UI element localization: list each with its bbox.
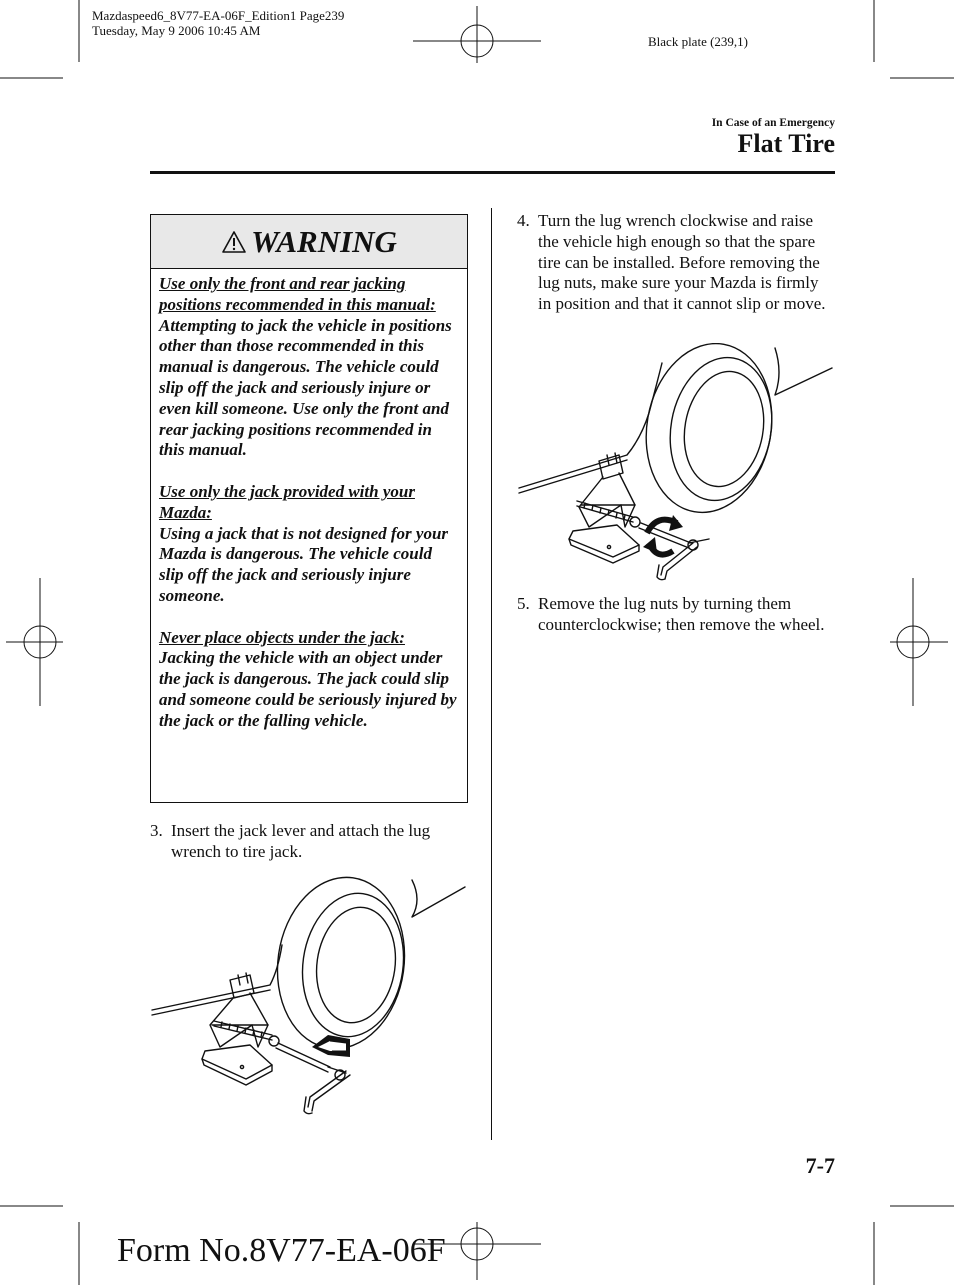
step-3 — [150, 821, 470, 863]
registration-mark-right — [890, 578, 948, 706]
print-header — [92, 8, 344, 38]
warning-block — [159, 274, 459, 461]
warning-title: WARNING — [251, 223, 397, 259]
page-title: Flat Tire — [737, 129, 835, 158]
warning-text: Attempting to jack the vehicle in positions other than those recommended in this manual is dangerous. The vehicle could slip off the jack and seriously injure or even kill someone. Use only the front and rear jacking positions recommended in this manual. — [159, 315, 452, 460]
warning-block — [159, 482, 459, 607]
step-4 — [517, 211, 835, 315]
step-text: Insert the jack lever and attach the lug wrench to tire jack. — [171, 821, 431, 861]
column-divider — [491, 208, 492, 1140]
raise-vehicle-illustration — [517, 343, 835, 583]
registration-mark-top — [413, 6, 541, 63]
step-text: Turn the lug wrench clockwise and raise the vehicle high enough so that the spare tire can be installed. Before removing the lug nuts, make sure your Mazda is firmly in position and that it cannot slip or move. — [538, 211, 826, 314]
page-number: 7-7 — [805, 1153, 835, 1178]
step-5 — [517, 594, 835, 636]
step-number: 5. — [517, 594, 530, 613]
warning-text: Jacking the vehicle with an object under the jack is dangerous. The jack could slip and someone could be seriously injured by the jack or the falling vehicle. — [159, 648, 457, 730]
warning-body — [151, 269, 467, 732]
section-label: In Case of an Emergency — [711, 117, 835, 129]
warning-heading: Use only the front and rear jacking positions recommended in this manual: — [159, 274, 436, 314]
title-rule — [150, 171, 835, 174]
warning-box — [150, 214, 468, 803]
jack-lever-illustration — [150, 875, 468, 1115]
plate-label: Black plate (239,1) — [648, 34, 748, 49]
print-header-line2: Tuesday, May 9 2006 10:45 AM — [92, 23, 261, 38]
form-number: Form No.8V77-EA-06F — [117, 1232, 446, 1269]
step-number: 3. — [150, 821, 163, 840]
warning-heading: Use only the jack provided with your Mazda: — [159, 481, 415, 522]
warning-block — [159, 628, 459, 732]
warning-triangle-icon — [221, 230, 247, 254]
step-number: 4. — [517, 211, 530, 230]
clockwise-arrow-icon — [643, 515, 683, 555]
insert-arrow-icon — [312, 1035, 350, 1057]
print-header-line1: Mazdaspeed6_8V77-EA-06F_Edition1 Page239 — [92, 8, 345, 23]
registration-mark-left — [6, 578, 63, 706]
warning-heading: Never place objects under the jack: — [159, 627, 405, 647]
warning-text: Using a jack that is not designed for your Mazda is dangerous. The vehicle could slip off the jack and seriously injure someone. — [159, 523, 449, 605]
warning-header — [151, 215, 467, 269]
step-text: Remove the lug nuts by turning them counterclockwise; then remove the wheel. — [538, 594, 825, 634]
